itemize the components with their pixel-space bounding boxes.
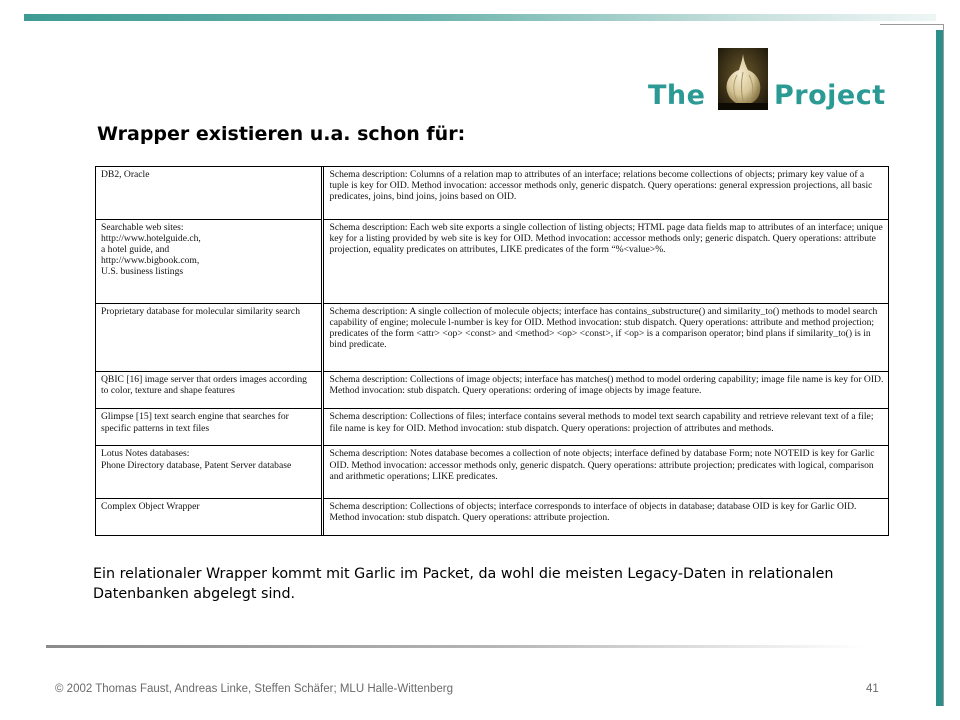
table-row xyxy=(96,303,888,371)
table-row xyxy=(96,499,888,535)
table-row xyxy=(96,372,888,409)
table-row xyxy=(96,409,888,446)
body-paragraph: Ein relationaler Wrapper kommt mit Garlic im Packet, da wohl die meisten Legacy-Daten in relationalen Datenbanken abgelegt sind. xyxy=(93,566,834,602)
source-cell: Proprietary database for molecular similarity search xyxy=(96,303,322,371)
right-accent-bar xyxy=(936,30,943,706)
top-accent-bar xyxy=(24,14,936,21)
table-row xyxy=(96,167,888,219)
description-cell: Schema description: Collections of objects; interface corresponds to interface of objects in database; database OID is key for Garlic OID. Method invocation: stub dispatch. Query operations: attribute projection. xyxy=(322,499,888,535)
slide-heading: Wrapper existieren u.a. schon für: xyxy=(97,123,466,145)
table-row xyxy=(96,446,888,499)
garlic-bulb-icon xyxy=(718,48,768,110)
logo-word-the: The xyxy=(648,80,706,111)
source-cell: Complex Object Wrapper xyxy=(96,499,322,535)
description-cell: Schema description: Each web site exports a single collection of listing objects; HTML page data fields map to attributes of an interface; unique key for a listing provided by web site is key for OID. Method invocation: accessor methods only; generic dispatch. Query operations: attribute projection, equality predicates on attributes, LIKE predicates of the form “%<value>%. xyxy=(322,219,888,303)
source-cell: Glimpse [15] text search engine that searches for specific patterns in text files xyxy=(96,409,322,446)
description-cell: Schema description: Notes database becomes a collection of note objects; interface defined by database Form; note NOTEID is key for Garlic OID. Method invocation: accessor methods only, generic dispatch. Query operations: attribute projection; predicates with logical, comparison and arithmetic operations; LIKE predicates. xyxy=(322,446,888,499)
logo-word-project: Project xyxy=(774,80,886,111)
garlic-project-logo xyxy=(648,48,886,111)
footer-divider xyxy=(46,645,866,648)
description-cell: Schema description: Collections of image objects; interface has matches() method to model ordering capability; image file name is key for OID. Method invocation: stub dispatch. Query operations: ordering of image objects by image feature. xyxy=(322,372,888,409)
footer-copyright: © 2002 Thomas Faust, Andreas Linke, Steffen Schäfer; MLU Halle-Wittenberg xyxy=(55,683,453,695)
description-cell: Schema description: Collections of files; interface contains several methods to model text search capability and retrieve relevant text of a file; file name is key for OID. Method invocation: stub dispatch. Query operations: projection of attributes and methods. xyxy=(322,409,888,446)
source-cell: QBIC [16] image server that orders images according to color, texture and shape features xyxy=(96,372,322,409)
wrapper-table xyxy=(95,166,889,536)
source-cell: Searchable web sites: http://www.hotelguide.ch, a hotel guide, and http://www.bigbook.com, U.S. business listings xyxy=(96,219,322,303)
frame-line-right xyxy=(943,24,944,706)
page-number: 41 xyxy=(866,683,879,695)
description-cell: Schema description: Columns of a relation map to attributes of an interface; relations become collections of objects; primary key value of a tuple is key for OID. Method invocation: accessor methods only, generic dispatch. Query operations: general expression projections, all basic predicates, joins, bind joins, joins based on OID. xyxy=(329,169,873,203)
source-cell: Lotus Notes databases: Phone Directory database, Patent Server database xyxy=(96,446,322,499)
description-cell: Schema description: A single collection of molecule objects; interface has contains_substructure() and similarity_to() methods to model search capability of engine; molecule l-number is key for OID. Method invocation: stub dispatch. Query operations: attribute and method projection; predicates of the form <attr> <op> <const> and <method> <op> <const>, if <op> is a comparison operator; bind plans if similarity_to() is in bind predicate. xyxy=(322,303,888,371)
source-cell: DB2, Oracle xyxy=(96,167,322,219)
table-row xyxy=(96,219,888,303)
frame-line-top-right xyxy=(880,24,944,25)
